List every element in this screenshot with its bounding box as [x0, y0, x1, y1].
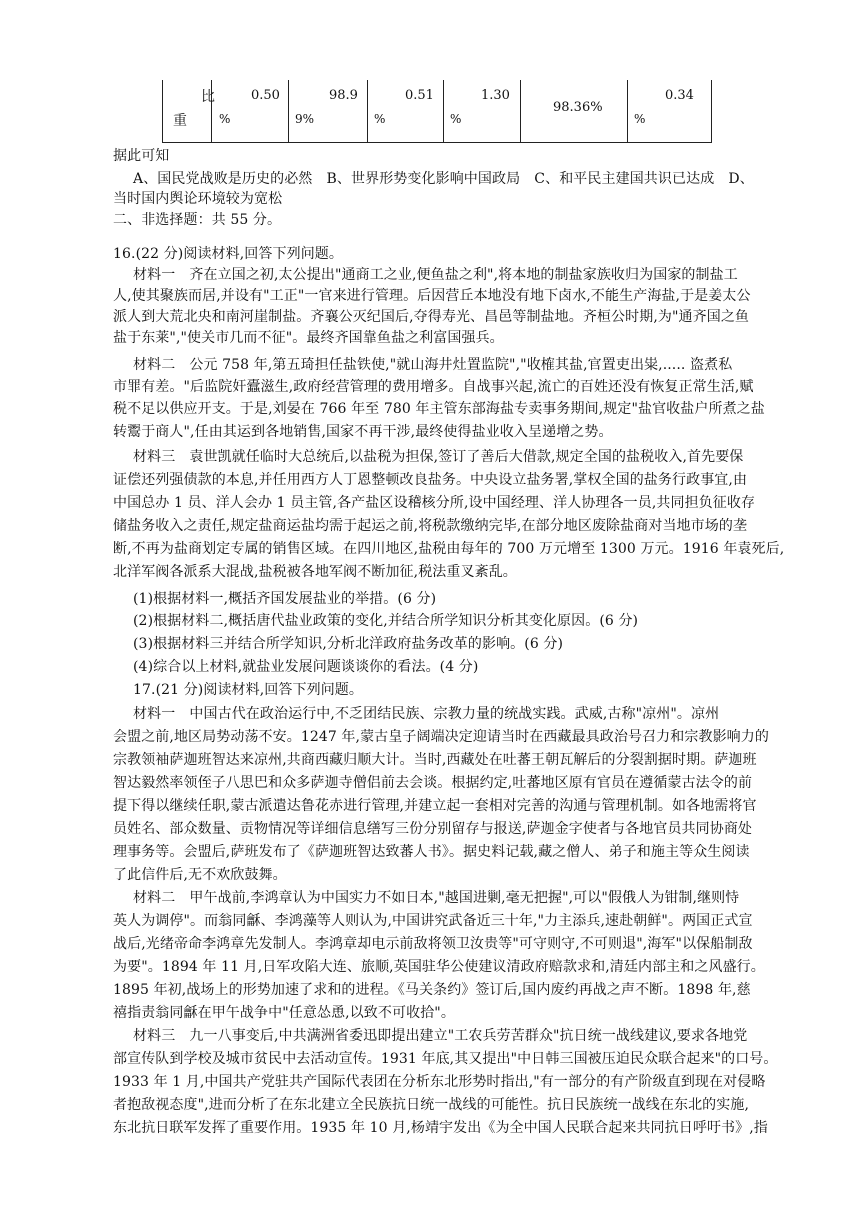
text-line: 智达毅然率领侄子八思巴和众多萨迦寺僧侣前去会谈。根据约定,吐蕃地区原有官员在遵循蒙古法令的前 [113, 775, 753, 791]
table-cell-unit: % [634, 112, 646, 126]
question-heading: 16.(22 分)阅读材料,回答下列问题。 [113, 246, 344, 262]
table-cell-value: 1.30 [481, 88, 510, 103]
table-col-divider [627, 80, 628, 142]
section-heading: 二、非选择题：共 55 分。 [113, 212, 282, 228]
text-line: 部宣传队到学校及城市贫民中去活动宣传。1931 年底,其又提出"中日韩三国被压迫民众联合起来"的口号。 [113, 1051, 778, 1067]
table-cell-value: 98.9 [329, 88, 358, 103]
text-line: 禧指责翁同龢在甲午战争中"任意怂恿,以致不可收拾"。 [113, 1005, 455, 1021]
table-col-divider [443, 80, 444, 142]
text-line: 材料三 九一八事变后,中共满洲省委迅即提出建立"工农兵劳苦群众"抗日统一战线建议,要求各地党 [133, 1028, 748, 1044]
table-col-divider [288, 80, 289, 142]
text-line: 者抱敌视态度",进而分析了在东北建立全民族抗日统一战线的可能性。抗日民族统一战线在东北的实施, [113, 1097, 750, 1113]
table-cell-value: 0.50 [251, 88, 280, 103]
text-line: 盐于东莱","使关市几而不征"。最终齐国靠鱼盐之利富国强兵。 [113, 330, 504, 346]
table-col-divider [520, 80, 521, 142]
text-line: 材料一 齐在立国之初,太公提出"通商工之业,便鱼盐之利",将本地的制盐家族收归为国家的制盐工 [133, 267, 738, 283]
text-line: 东北抗日联军发挥了重要作用。1935 年 10 月,杨靖宇发出《为全中国人民联合起来共同抗日呼吁书》,指 [113, 1120, 768, 1136]
text-line: 会盟之前,地区局势动荡不安。1247 年,蒙古皇子阔端决定迎请当时在西藏最具政治号召力和宗教影响力的 [113, 729, 769, 745]
text-line: 为要"。1894 年 11 月,日军攻陷大连、旅顺,英国驻华公使建议清政府赔款求和,清廷内部主和之风盛行。 [113, 959, 765, 975]
text-line: 提下得以继续任职,蒙古派遣达鲁花赤进行管理,并建立起一套相对完善的沟通与管理机制。如各地需将官 [113, 798, 757, 814]
text-line: 英人为调停"。而翁同龢、李鸿藻等人则认为,中国讲究武备近三十年,"力主添兵,速赴朝鲜"。两国正式宣 [113, 913, 753, 929]
table-cell-unit: % [374, 112, 386, 126]
text-line: 1895 年初,战场上的形势加速了求和的进程。《马关条约》签订后,国内废约再战之声不断。1898 年,慈 [113, 982, 751, 998]
text-line: 人,使其聚族而居,并设有"工正"一官来进行管理。后因营丘本地没有地下卤水,不能生产海盐,于是姜太公 [113, 288, 751, 304]
text-line: 材料二 甲午战前,李鸿章认为中国实力不如日本,"越国进剿,毫无把握",可以"假俄人为钳制,继则恃 [133, 890, 740, 906]
table-cell-value: 98.36% [553, 100, 603, 115]
text-line: 北洋军阀各派系大混战,盐税被各地军阀不断加征,税法重叉紊乱。 [113, 564, 517, 580]
row-label-top: 比 [201, 89, 215, 105]
text-line: 市罪有差。"后监院奸蠹滋生,政府经营管理的费用增多。自战事兴起,流亡的百姓还没有恢复正常生活,赋 [113, 379, 754, 395]
text-line: 转鬻于商人",任由其运到各地销售,国家不再干涉,最终使得盐业收入呈递增之势。 [113, 424, 613, 440]
sub-question: (1)根据材料一,概括齐国发展盐业的举措。(6 分) [133, 591, 437, 607]
sub-question: (2)根据材料二,概括唐代盐业政策的变化,并结合所学知识分析其变化原因。(6 分) [133, 613, 639, 629]
text-line: 材料三 袁世凯就任临时大总统后,以盐税为担保,签订了善后大借款,规定全国的盐税收入,首先要保 [133, 449, 744, 465]
text-line: 材料二 公元 758 年,第五琦担任盐铁使,"就山海井灶置监院","收榷其盐,官置吏出粜,..... 盗煮私 [133, 357, 733, 373]
text-line: 储盐务收入之责任,规定盐商运盐均需于起运之前,将税款缴纳完毕,在部分地区废除盐商对当地市场的垄 [113, 518, 748, 534]
text-line: 宗教领袖萨迦班智达来凉州,共商西藏归顺大计。当时,西藏处在吐蕃王朝瓦解后的分裂割据时期。萨迦班 [113, 752, 757, 768]
text-line: 税不足以供应开支。于是,刘晏在 766 年至 780 年主管东部海盐专卖事务期间,规定"盐官收盐户所煮之盐 [113, 401, 765, 417]
table-cell-unit: % [450, 112, 462, 126]
table-col-divider [367, 80, 368, 142]
table-cell-unit: 9% [295, 112, 315, 126]
sub-question: (4)综合以上材料,就盐业发展问题谈谈你的看法。(4 分) [133, 659, 479, 675]
ratio-table [162, 80, 712, 143]
text-line: 当时国内舆论环境较为宽松 [113, 191, 283, 207]
table-cell-value: 0.51 [405, 88, 434, 103]
text-line: 断,不再为盐商划定专属的销售区域。在四川地区,盐税由每年的 700 万元增至 1300 万元。1916 年袁死后, [113, 541, 785, 557]
table-cell-unit: % [219, 112, 231, 126]
table-cell-value: 0.34 [665, 88, 694, 103]
text-line: 了此信件后,无不欢欣鼓舞。 [113, 867, 287, 883]
text-line: 材料一 中国古代在政治运行中,不乏团结民族、宗教力量的统战实践。武威,古称"凉州"。凉州 [133, 706, 720, 722]
sub-question: (3)根据材料三并结合所学知识,分析北洋政府盐务改革的影响。(6 分) [133, 636, 564, 652]
text-line: 战后,光绪帝命李鸿章先发制人。李鸿章却电示前敌将领卫汝贵等"可守则守,不可则退",海军"以保船制敌 [113, 936, 753, 952]
text-line: 据此可知 [113, 148, 170, 164]
text-line: 员姓名、部众数量、贡物情况等详细信息缮写三份分别留存与报送,萨迦金字使者与各地官员共同协商处 [113, 821, 753, 837]
question-heading: 17.(21 分)阅读材料,回答下列问题。 [133, 682, 364, 698]
text-line: 派人到大荒北央和南河崖制盐。齐襄公灭纪国后,夺得寿光、昌邑等制盐地。齐桓公时期,为"通齐国之鱼 [113, 309, 750, 325]
answer-options: A、国民党战败是历史的必然 B、世界形势变化影响中国政局 C、和平民主建国共识已达成 D、 [133, 171, 754, 187]
text-line: 中国总办 1 员、洋人会办 1 员主管,各产盐区设稽核分所,设中国经理、洋人协理各一员,共同担负征收存 [113, 495, 756, 511]
text-line: 证偿还列强债款的本息,并任用西方人丁恩整顿改良盐务。中央设立盐务署,掌权全国的盐务行政事宜,由 [113, 472, 748, 488]
text-line: 理事务等。会盟后,萨班发布了《萨迦班智达致蕃人书》。据史料记载,藏之僧人、弟子和施主等众生阅读 [113, 844, 750, 860]
text-line: 1933 年 1 月,中国共产党驻共产国际代表团在分析东北形势时指出,"有一部分的有产阶级直到现在对侵略 [113, 1074, 766, 1090]
row-label-bottom: 重 [173, 113, 187, 129]
